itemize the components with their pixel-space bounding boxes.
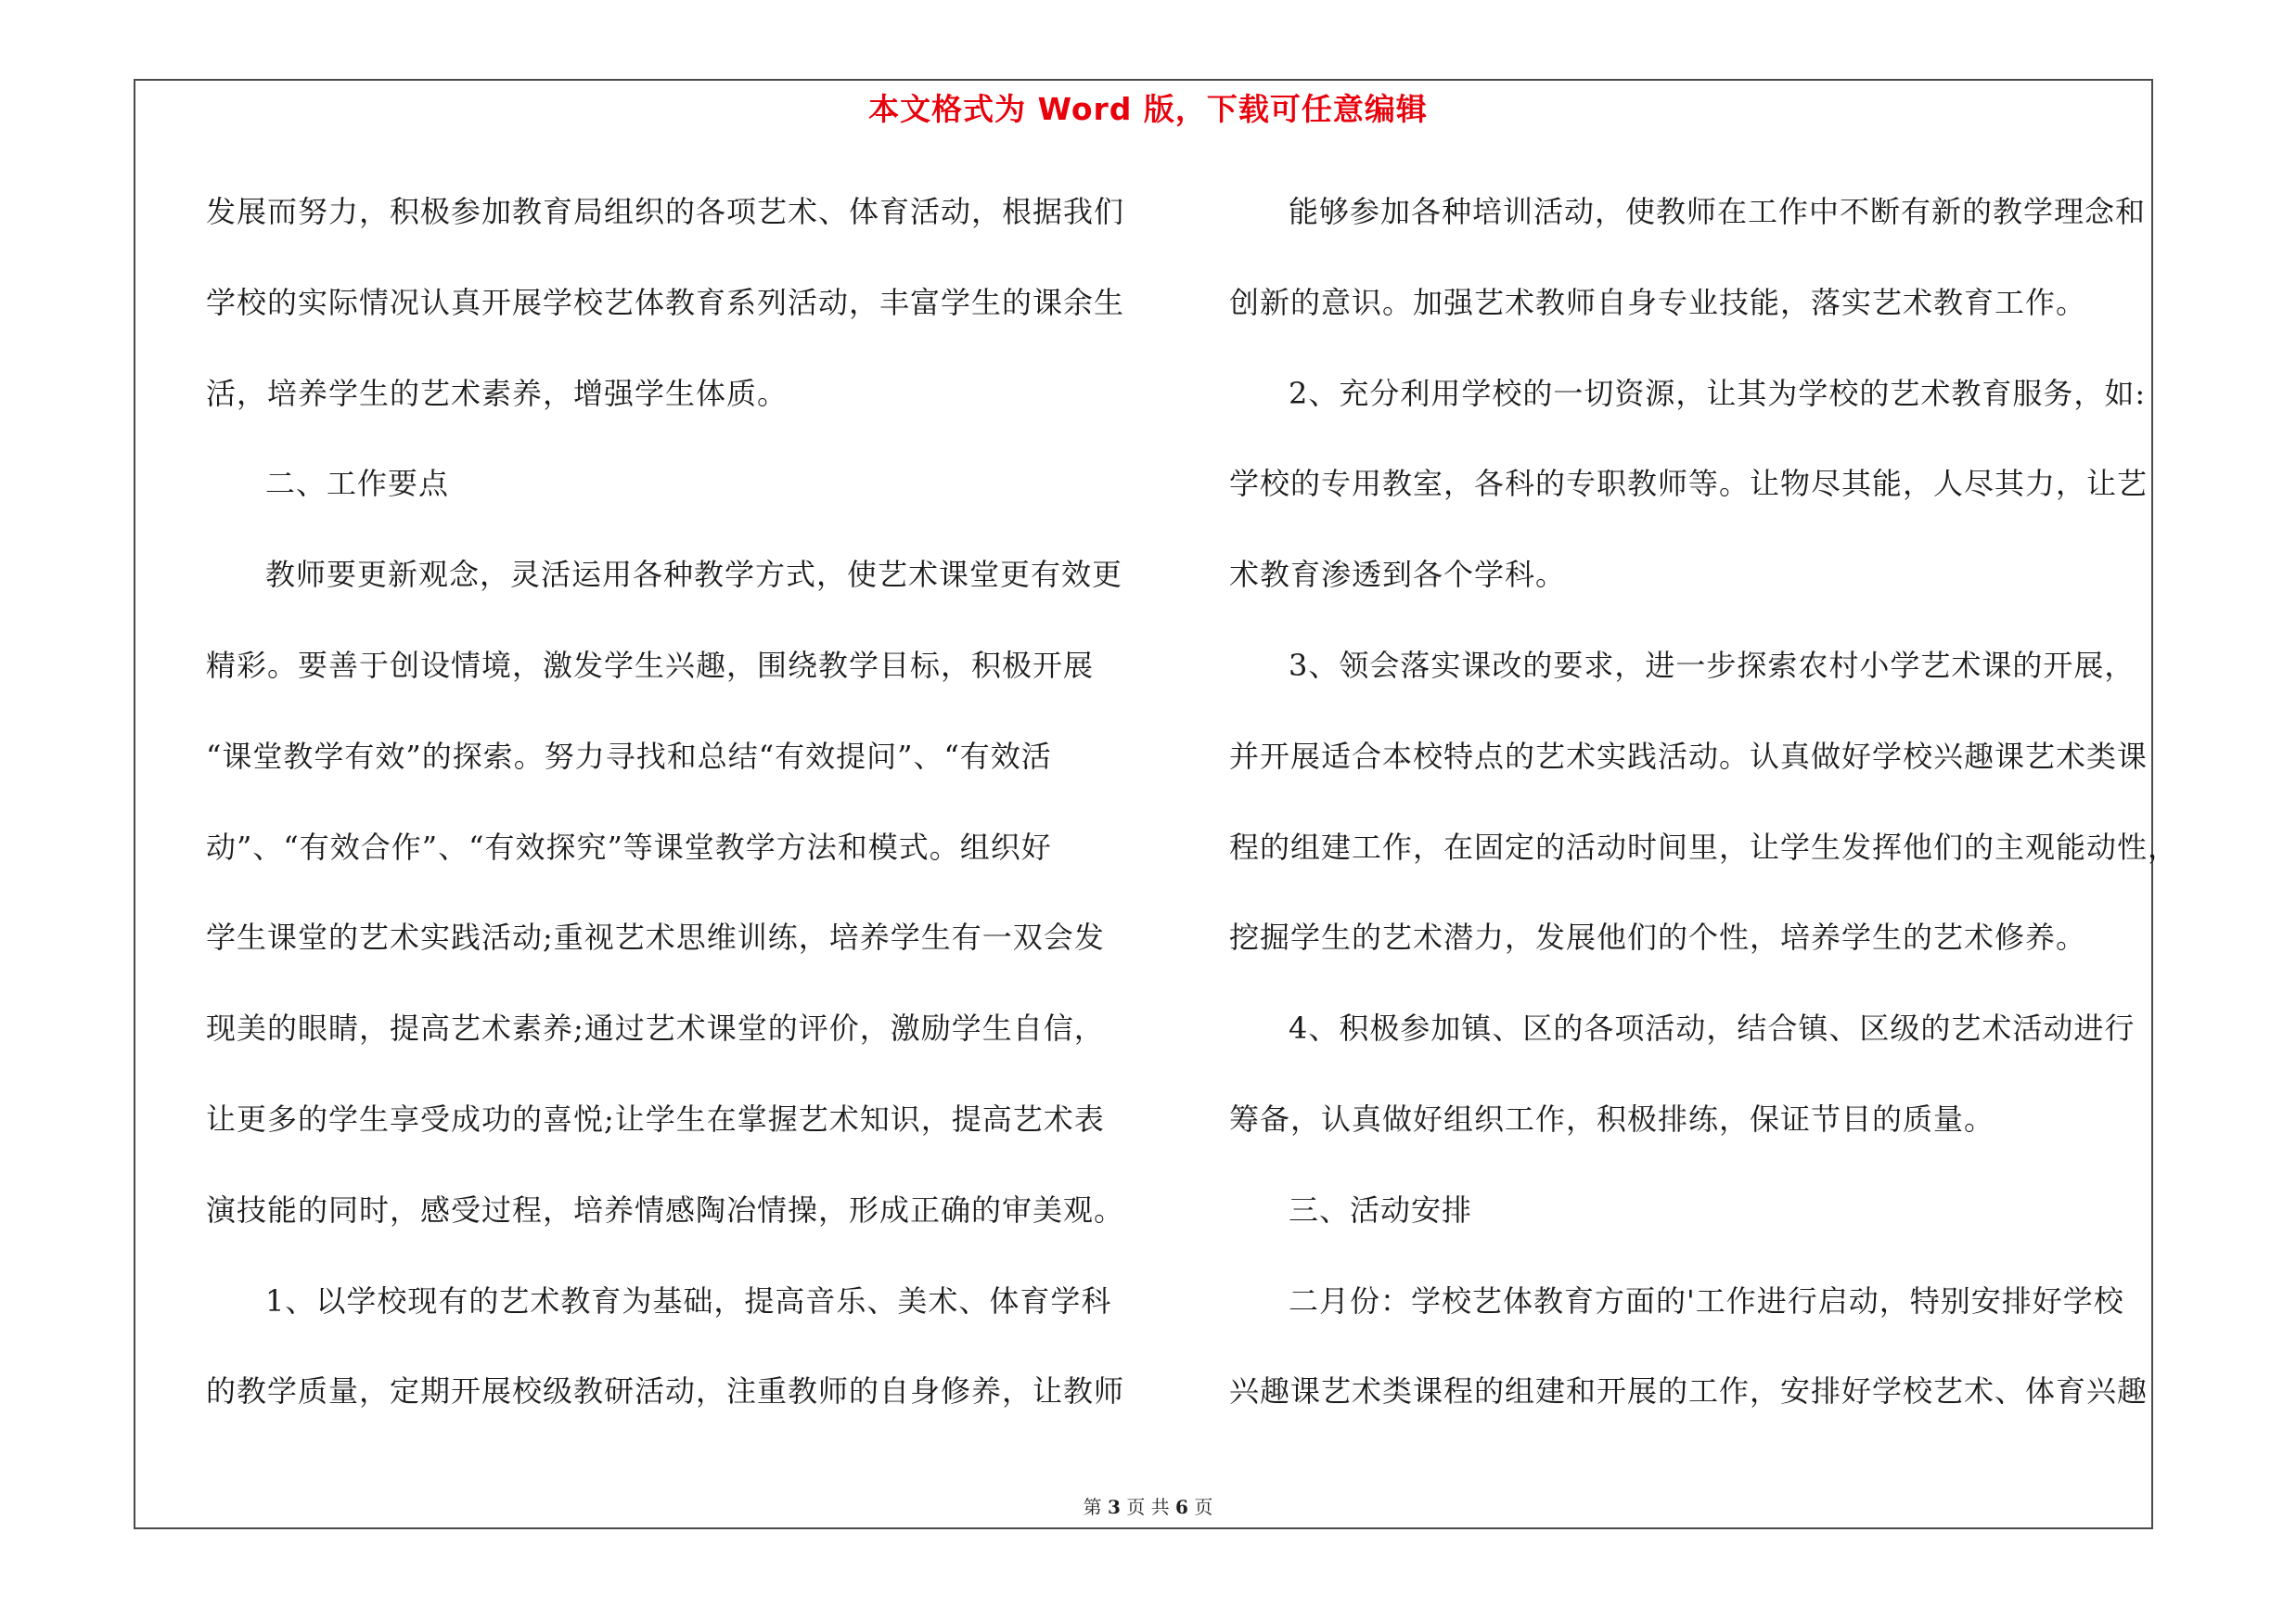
text-line: 精彩。要善于创设情境，激发学生兴趣，围绕教学目标，积极开展 [206, 647, 1095, 683]
footer-prefix: 第 [1083, 1496, 1102, 1518]
text-line: 学校的专用教室，各科的专职教师等。让物尽其能，人尽其力，让艺 [1229, 466, 2148, 502]
list-item-4: 4、积极参加镇、区的各项活动，结合镇、区级的艺术活动进行 [1289, 1011, 2136, 1047]
text-line: 兴趣课艺术类课程的组建和开展的工作，安排好学校艺术、体育兴趣 [1229, 1373, 2148, 1410]
word-format-notice: 本文格式为 Word 版，下载可任意编辑 [868, 91, 1428, 127]
page-number-footer [0, 1492, 2296, 1519]
text-line: 发展而努力，积极参加教育局组织的各项艺术、体育活动，根据我们 [206, 194, 1125, 229]
text-line: 筹备，认真做好组织工作，积极排练，保证节目的质量。 [1229, 1101, 1995, 1137]
total-page-count: 6 [1175, 1496, 1188, 1518]
text-line: 的教学质量，定期开展校级教研活动，注重教师的自身修养，让教师 [206, 1373, 1125, 1410]
right-text-column [1229, 167, 2179, 1437]
text-line: 能够参加各种培训活动，使教师在工作中不断有新的教学理念和 [1289, 194, 2147, 229]
text-line: 创新的意识。加强艺术教师自身专业技能，落实艺术教育工作。 [1229, 284, 2087, 320]
text-line: 让更多的学生享受成功的喜悦;让学生在掌握艺术知识，提高艺术表 [206, 1101, 1105, 1137]
text-line: “课堂教学有效”的探索。努力寻找和总结“有效提问”、“有效活 [206, 738, 1052, 774]
footer-suffix: 页 [1194, 1496, 1213, 1518]
text-line: 二月份：学校艺体教育方面的'工作进行启动，特别安排好学校 [1289, 1282, 2124, 1319]
list-item-2: 2、充分利用学校的一切资源，让其为学校的艺术教育服务，如: [1289, 375, 2147, 411]
footer-middle: 页 共 [1126, 1496, 1170, 1518]
text-line: 活，培养学生的艺术素养，增强学生体质。 [206, 375, 789, 411]
text-line: 并开展适合本校特点的艺术实践活动。认真做好学校兴趣课艺术类课 [1229, 738, 2148, 774]
text-line: 教师要更新观念，灵活运用各种教学方式，使艺术课堂更有效更 [265, 557, 1123, 593]
left-text-column [206, 167, 1124, 1437]
text-line: 现美的眼睛，提高艺术素养;通过艺术课堂的评价，激励学生自信， [206, 1011, 1105, 1047]
text-line: 挖掘学生的艺术潜力，发展他们的个性，培养学生的艺术修养。 [1229, 920, 2087, 956]
text-line: 程的组建工作，在固定的活动时间里，让学生发挥他们的主观能动性， [1229, 829, 2179, 865]
section-heading-work-points: 二、工作要点 [265, 466, 450, 502]
section-heading-activity-schedule: 三、活动安排 [1289, 1191, 1473, 1228]
text-line: 学生课堂的艺术实践活动;重视艺术思维训练，培养学生有一双会发 [206, 920, 1105, 956]
list-item-1: 1、以学校现有的艺术教育为基础，提高音乐、美术、体育学科 [265, 1282, 1112, 1319]
text-line: 演技能的同时，感受过程，培养情感陶冶情操，形成正确的审美观。 [206, 1191, 1125, 1228]
text-line: 术教育渗透到各个学科。 [1229, 557, 1567, 593]
text-line: 学校的实际情况认真开展学校艺体教育系列活动，丰富学生的课余生 [206, 284, 1125, 320]
list-item-3: 3、领会落实课改的要求，进一步探索农村小学艺术课的开展， [1289, 647, 2136, 683]
text-line: 动”、“有效合作”、“有效探究”等课堂教学方法和模式。组织好 [206, 829, 1052, 865]
current-page-number: 3 [1108, 1496, 1121, 1518]
